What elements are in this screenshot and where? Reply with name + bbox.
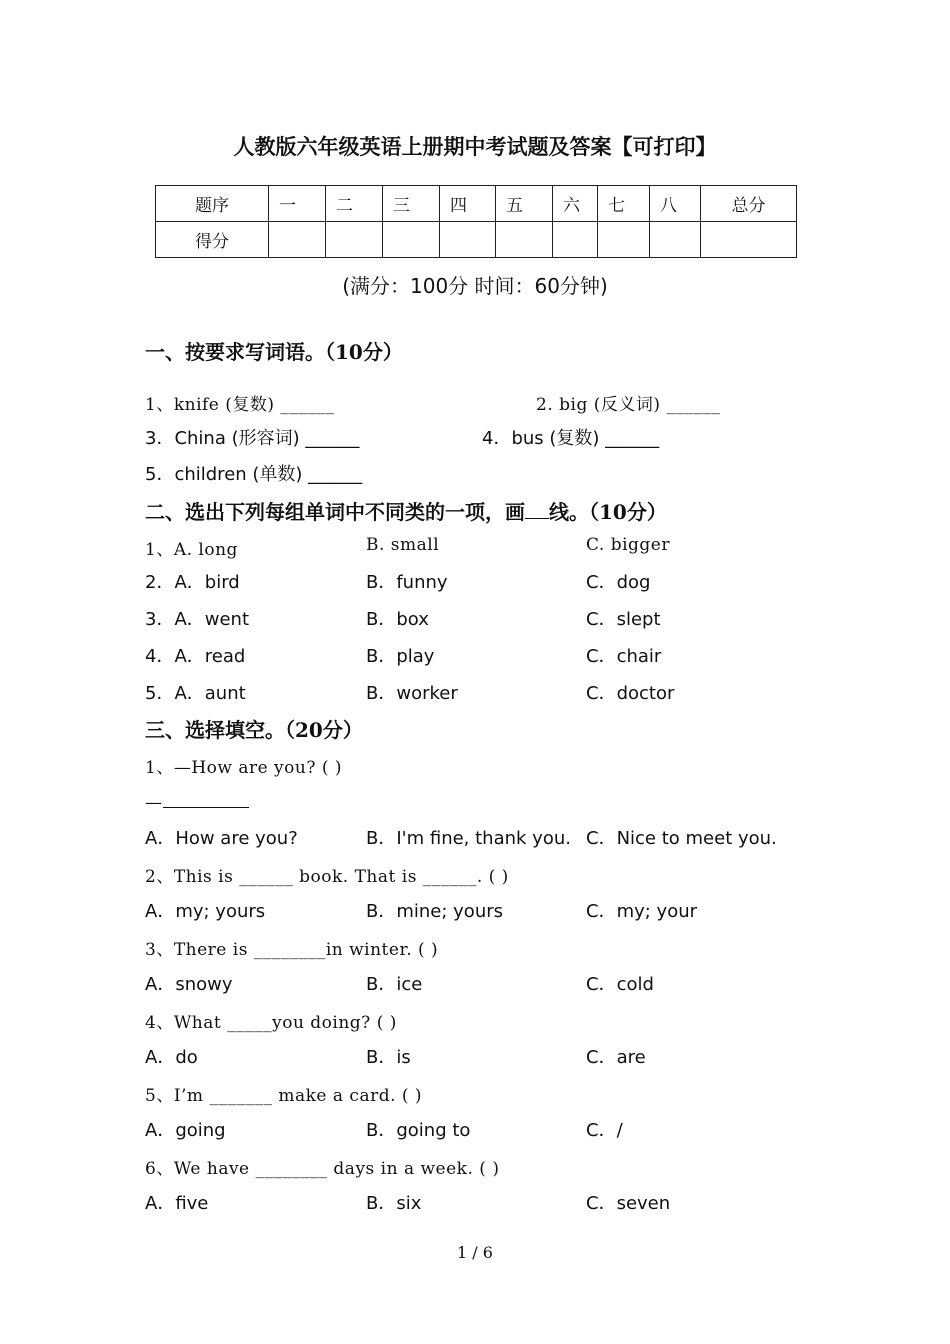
section2-row1-c: C. bigger [586, 535, 670, 555]
section3-q4-option-c: C．are [586, 1047, 646, 1068]
section3-q4: 4、What _____you doing? ( ) [145, 1013, 397, 1033]
score-table-header-cell: 题序 [156, 186, 269, 222]
section2-row5-b: B．worker [366, 683, 458, 704]
section3-q1-blank [163, 789, 249, 808]
score-table-header-cell: 二 [326, 186, 383, 222]
section2-row1-a: 1、A. long [145, 540, 238, 560]
section3-q1-dash: — [145, 793, 163, 813]
section3-q5-option-b: B．going to [366, 1120, 471, 1141]
section3-q3-option-b: B．ice [366, 974, 423, 995]
section3-q3: 3、There is ________in winter. ( ) [145, 940, 439, 960]
section2-heading-blank [525, 500, 549, 519]
full-marks-info: (满分：100分 时间：60分钟) [342, 274, 608, 298]
section1-q2: 2. big (反义词) ______ [536, 395, 721, 415]
section3-q1-option-c: C．Nice to meet you. [586, 828, 777, 849]
score-cell [496, 222, 553, 258]
section2-row2-b: B．funny [366, 572, 448, 593]
section3-q1-option-a: A．How are you? [145, 828, 298, 849]
score-cell [650, 222, 701, 258]
section3-q2-option-c: C．my; your [586, 901, 698, 922]
section3-q1-option-b: B．I'm fine, thank you. [366, 828, 571, 849]
section1-q1: 1、knife (复数) ______ [145, 395, 335, 415]
section2-row3-a: 3．A．went [145, 609, 250, 630]
section3-q5-option-a: A．going [145, 1120, 226, 1141]
score-table-header-cell: 六 [553, 186, 598, 222]
score-cell [553, 222, 598, 258]
score-table-header-cell: 一 [269, 186, 326, 222]
section3-q1: 1、—How are you? ( ) [145, 758, 343, 778]
section3-q4-option-b: B．is [366, 1047, 411, 1068]
section3-q6: 6、We have ________ days in a week. ( ) [145, 1159, 500, 1179]
score-table-header-cell: 四 [440, 186, 496, 222]
section2-row3-b: B．box [366, 609, 429, 630]
section2-row4-b: B．play [366, 646, 435, 667]
section2-row5-c: C．doctor [586, 683, 675, 704]
page-title: 人教版六年级英语上册期中考试题及答案【可打印】 [233, 134, 717, 159]
score-cell [440, 222, 496, 258]
score-table [155, 185, 797, 258]
section3-q2: 2、This is ______ book. That is ______. ( ) [145, 867, 509, 887]
score-table-header-cell: 五 [496, 186, 553, 222]
section3-q1-answer-line [145, 789, 249, 813]
page-number: 1 / 6 [457, 1243, 493, 1262]
section3-q5-option-c: C．/ [586, 1120, 623, 1141]
section3-q6-option-c: C．seven [586, 1193, 671, 1214]
section3-q6-option-a: A．five [145, 1193, 209, 1214]
section2-row1-b: B. small [366, 535, 440, 555]
section2-heading-part1: 二、选出下列每组单词中不同类的一项，画 [145, 500, 525, 524]
section2-row3-c: C．slept [586, 609, 661, 630]
score-cell [269, 222, 326, 258]
section1-q4: 4．bus (复数) ______ [482, 428, 660, 449]
section2-row4-a: 4．A．read [145, 646, 246, 667]
section2-heading [145, 496, 667, 525]
section1-heading: 一、按要求写词语。（10分） [145, 340, 403, 364]
section2-row2-a: 2．A．bird [145, 572, 240, 593]
section3-q3-option-a: A．snowy [145, 974, 233, 995]
score-cell [383, 222, 440, 258]
score-table-score-row [156, 222, 797, 258]
section3-q4-option-a: A．do [145, 1047, 198, 1068]
section3-q2-option-b: B．mine; yours [366, 901, 504, 922]
score-table-header-cell: 八 [650, 186, 701, 222]
section2-row4-c: C．chair [586, 646, 662, 667]
section2-row5-a: 5．A．aunt [145, 683, 246, 704]
section2-row2-c: C．dog [586, 572, 651, 593]
score-table-header-cell: 七 [598, 186, 650, 222]
score-cell [598, 222, 650, 258]
score-cell [701, 222, 797, 258]
section3-q3-option-c: C．cold [586, 974, 654, 995]
section3-q5: 5、I’m _______ make a card. ( ) [145, 1086, 423, 1106]
section2-heading-part2: 线。（10分） [549, 500, 667, 524]
section1-q3: 3．China (形容词) ______ [145, 428, 360, 449]
section3-q2-option-a: A．my; yours [145, 901, 266, 922]
section1-q5: 5．children (单数) ______ [145, 464, 363, 485]
score-table-header-cell: 总分 [701, 186, 797, 222]
score-table-header-row [156, 186, 797, 222]
section3-q6-option-b: B．six [366, 1193, 422, 1214]
section3-heading: 三、选择填空。（20分） [145, 718, 363, 742]
score-table-header-cell: 三 [383, 186, 440, 222]
score-row-label: 得分 [156, 222, 269, 258]
score-cell [326, 222, 383, 258]
